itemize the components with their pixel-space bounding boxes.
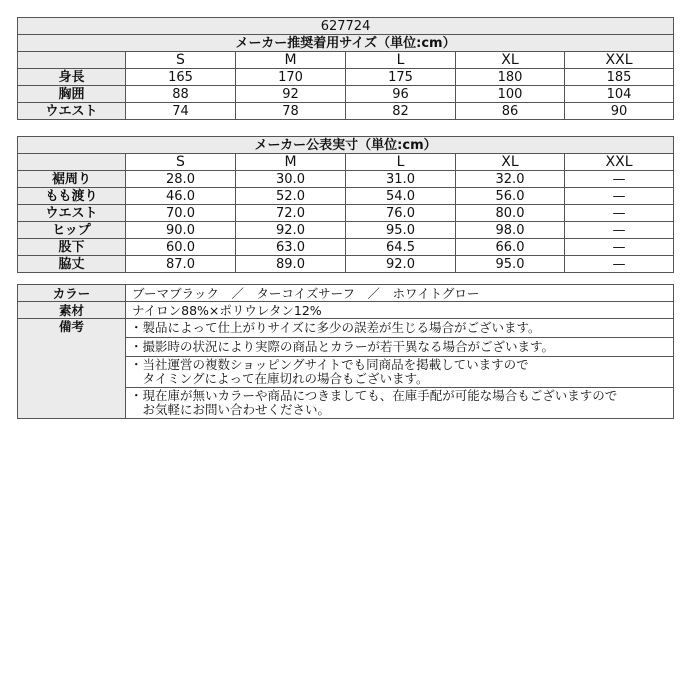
table-cell: 74 (126, 103, 236, 120)
note-item (126, 319, 674, 338)
actual-size-table (17, 136, 674, 273)
actual-size-title: メーカー公表実寸（単位:cm） (18, 137, 674, 154)
size-header: XXL (565, 154, 674, 171)
row-label: 胸囲 (18, 86, 126, 103)
note-line: ・当社運営の複数ショッピングサイトでも同商品を掲載していますので (130, 357, 529, 372)
size-header: M (236, 52, 346, 69)
corner-cell (18, 52, 126, 69)
row-label: ウエスト (18, 205, 126, 222)
row-label: 股下 (18, 239, 126, 256)
table-cell: 52.0 (236, 188, 346, 205)
table-row (18, 188, 674, 205)
table-cell: 80.0 (456, 205, 565, 222)
table-cell: 98.0 (456, 222, 565, 239)
row-label: ウエスト (18, 103, 126, 120)
table-cell: 46.0 (126, 188, 236, 205)
table-cell: 56.0 (456, 188, 565, 205)
table-cell: 31.0 (346, 171, 456, 188)
table-cell: 90.0 (126, 222, 236, 239)
size-header: XL (456, 154, 565, 171)
note-line: ・現在庫が無いカラーや商品につきましても、在庫手配が可能な場合もございますので (130, 388, 618, 403)
row-label: 裾周り (18, 171, 126, 188)
corner-cell (18, 154, 126, 171)
table-cell: 32.0 (456, 171, 565, 188)
table-cell: — (565, 222, 674, 239)
recommended-size-table (17, 17, 674, 120)
table-cell: 60.0 (126, 239, 236, 256)
material-row (18, 302, 674, 319)
table-cell: — (565, 188, 674, 205)
table-cell: 96 (346, 86, 456, 103)
size-header: L (346, 52, 456, 69)
note-row (18, 319, 674, 338)
table-cell: 82 (346, 103, 456, 120)
table-cell: 78 (236, 103, 346, 120)
size-header: XXL (565, 52, 674, 69)
note-item (126, 357, 674, 388)
table-cell: 30.0 (236, 171, 346, 188)
table-row (18, 86, 674, 103)
table-cell: 72.0 (236, 205, 346, 222)
table-cell: 185 (565, 69, 674, 86)
table-cell: 92 (236, 86, 346, 103)
table-cell: — (565, 239, 674, 256)
table-row (18, 239, 674, 256)
table-cell: 92.0 (236, 222, 346, 239)
note-line: ・撮影時の状況により実際の商品とカラーが若干異なる場合がございます。 (130, 339, 555, 354)
note-item (126, 338, 674, 357)
table-cell: 175 (346, 69, 456, 86)
row-label: 脇丈 (18, 256, 126, 273)
table-cell: 87.0 (126, 256, 236, 273)
row-label: 身長 (18, 69, 126, 86)
table-cell: 89.0 (236, 256, 346, 273)
color-value: ブーマブラック ／ ターコイズサーフ ／ ホワイトグロー (126, 285, 674, 302)
table-cell: 90 (565, 103, 674, 120)
table-cell: 100 (456, 86, 565, 103)
table-cell: 92.0 (346, 256, 456, 273)
material-label: 素材 (18, 302, 126, 319)
table-row (18, 205, 674, 222)
note-line: タイミングによって在庫切れの場合もございます。 (130, 371, 429, 386)
table-cell: 63.0 (236, 239, 346, 256)
table-cell: 64.5 (346, 239, 456, 256)
table-cell: — (565, 205, 674, 222)
table-row (18, 256, 674, 273)
table-cell: — (565, 171, 674, 188)
table-row (18, 103, 674, 120)
table-cell: 28.0 (126, 171, 236, 188)
row-label: もも渡り (18, 188, 126, 205)
table-row (18, 171, 674, 188)
size-header: L (346, 154, 456, 171)
table-cell: 170 (236, 69, 346, 86)
size-header: M (236, 154, 346, 171)
table-cell: 165 (126, 69, 236, 86)
notes-label: 備考 (18, 319, 126, 419)
product-details-table (17, 284, 674, 419)
material-value: ナイロン88%×ポリウレタン12% (126, 302, 674, 319)
table-cell: 66.0 (456, 239, 565, 256)
table-row (18, 222, 674, 239)
table-cell: 88 (126, 86, 236, 103)
table-cell: 104 (565, 86, 674, 103)
table-cell: 95.0 (346, 222, 456, 239)
row-label: ヒップ (18, 222, 126, 239)
table-cell: 86 (456, 103, 565, 120)
note-line: ・製品によって仕上がりサイズに多少の誤差が生じる場合がございます。 (130, 320, 541, 335)
table-cell: 76.0 (346, 205, 456, 222)
note-item (126, 388, 674, 419)
size-header-row (18, 154, 674, 171)
size-header: S (126, 52, 236, 69)
table-cell: 54.0 (346, 188, 456, 205)
table-cell: 180 (456, 69, 565, 86)
table-cell: — (565, 256, 674, 273)
size-header-row (18, 52, 674, 69)
color-row (18, 285, 674, 302)
recommended-size-title: メーカー推奨着用サイズ（単位:cm） (18, 35, 674, 52)
color-label: カラー (18, 285, 126, 302)
note-line: お気軽にお問い合わせください。 (130, 402, 331, 417)
size-header: S (126, 154, 236, 171)
table-cell: 95.0 (456, 256, 565, 273)
size-header: XL (456, 52, 565, 69)
product-code: 627724 (18, 18, 674, 35)
table-row (18, 69, 674, 86)
table-cell: 70.0 (126, 205, 236, 222)
